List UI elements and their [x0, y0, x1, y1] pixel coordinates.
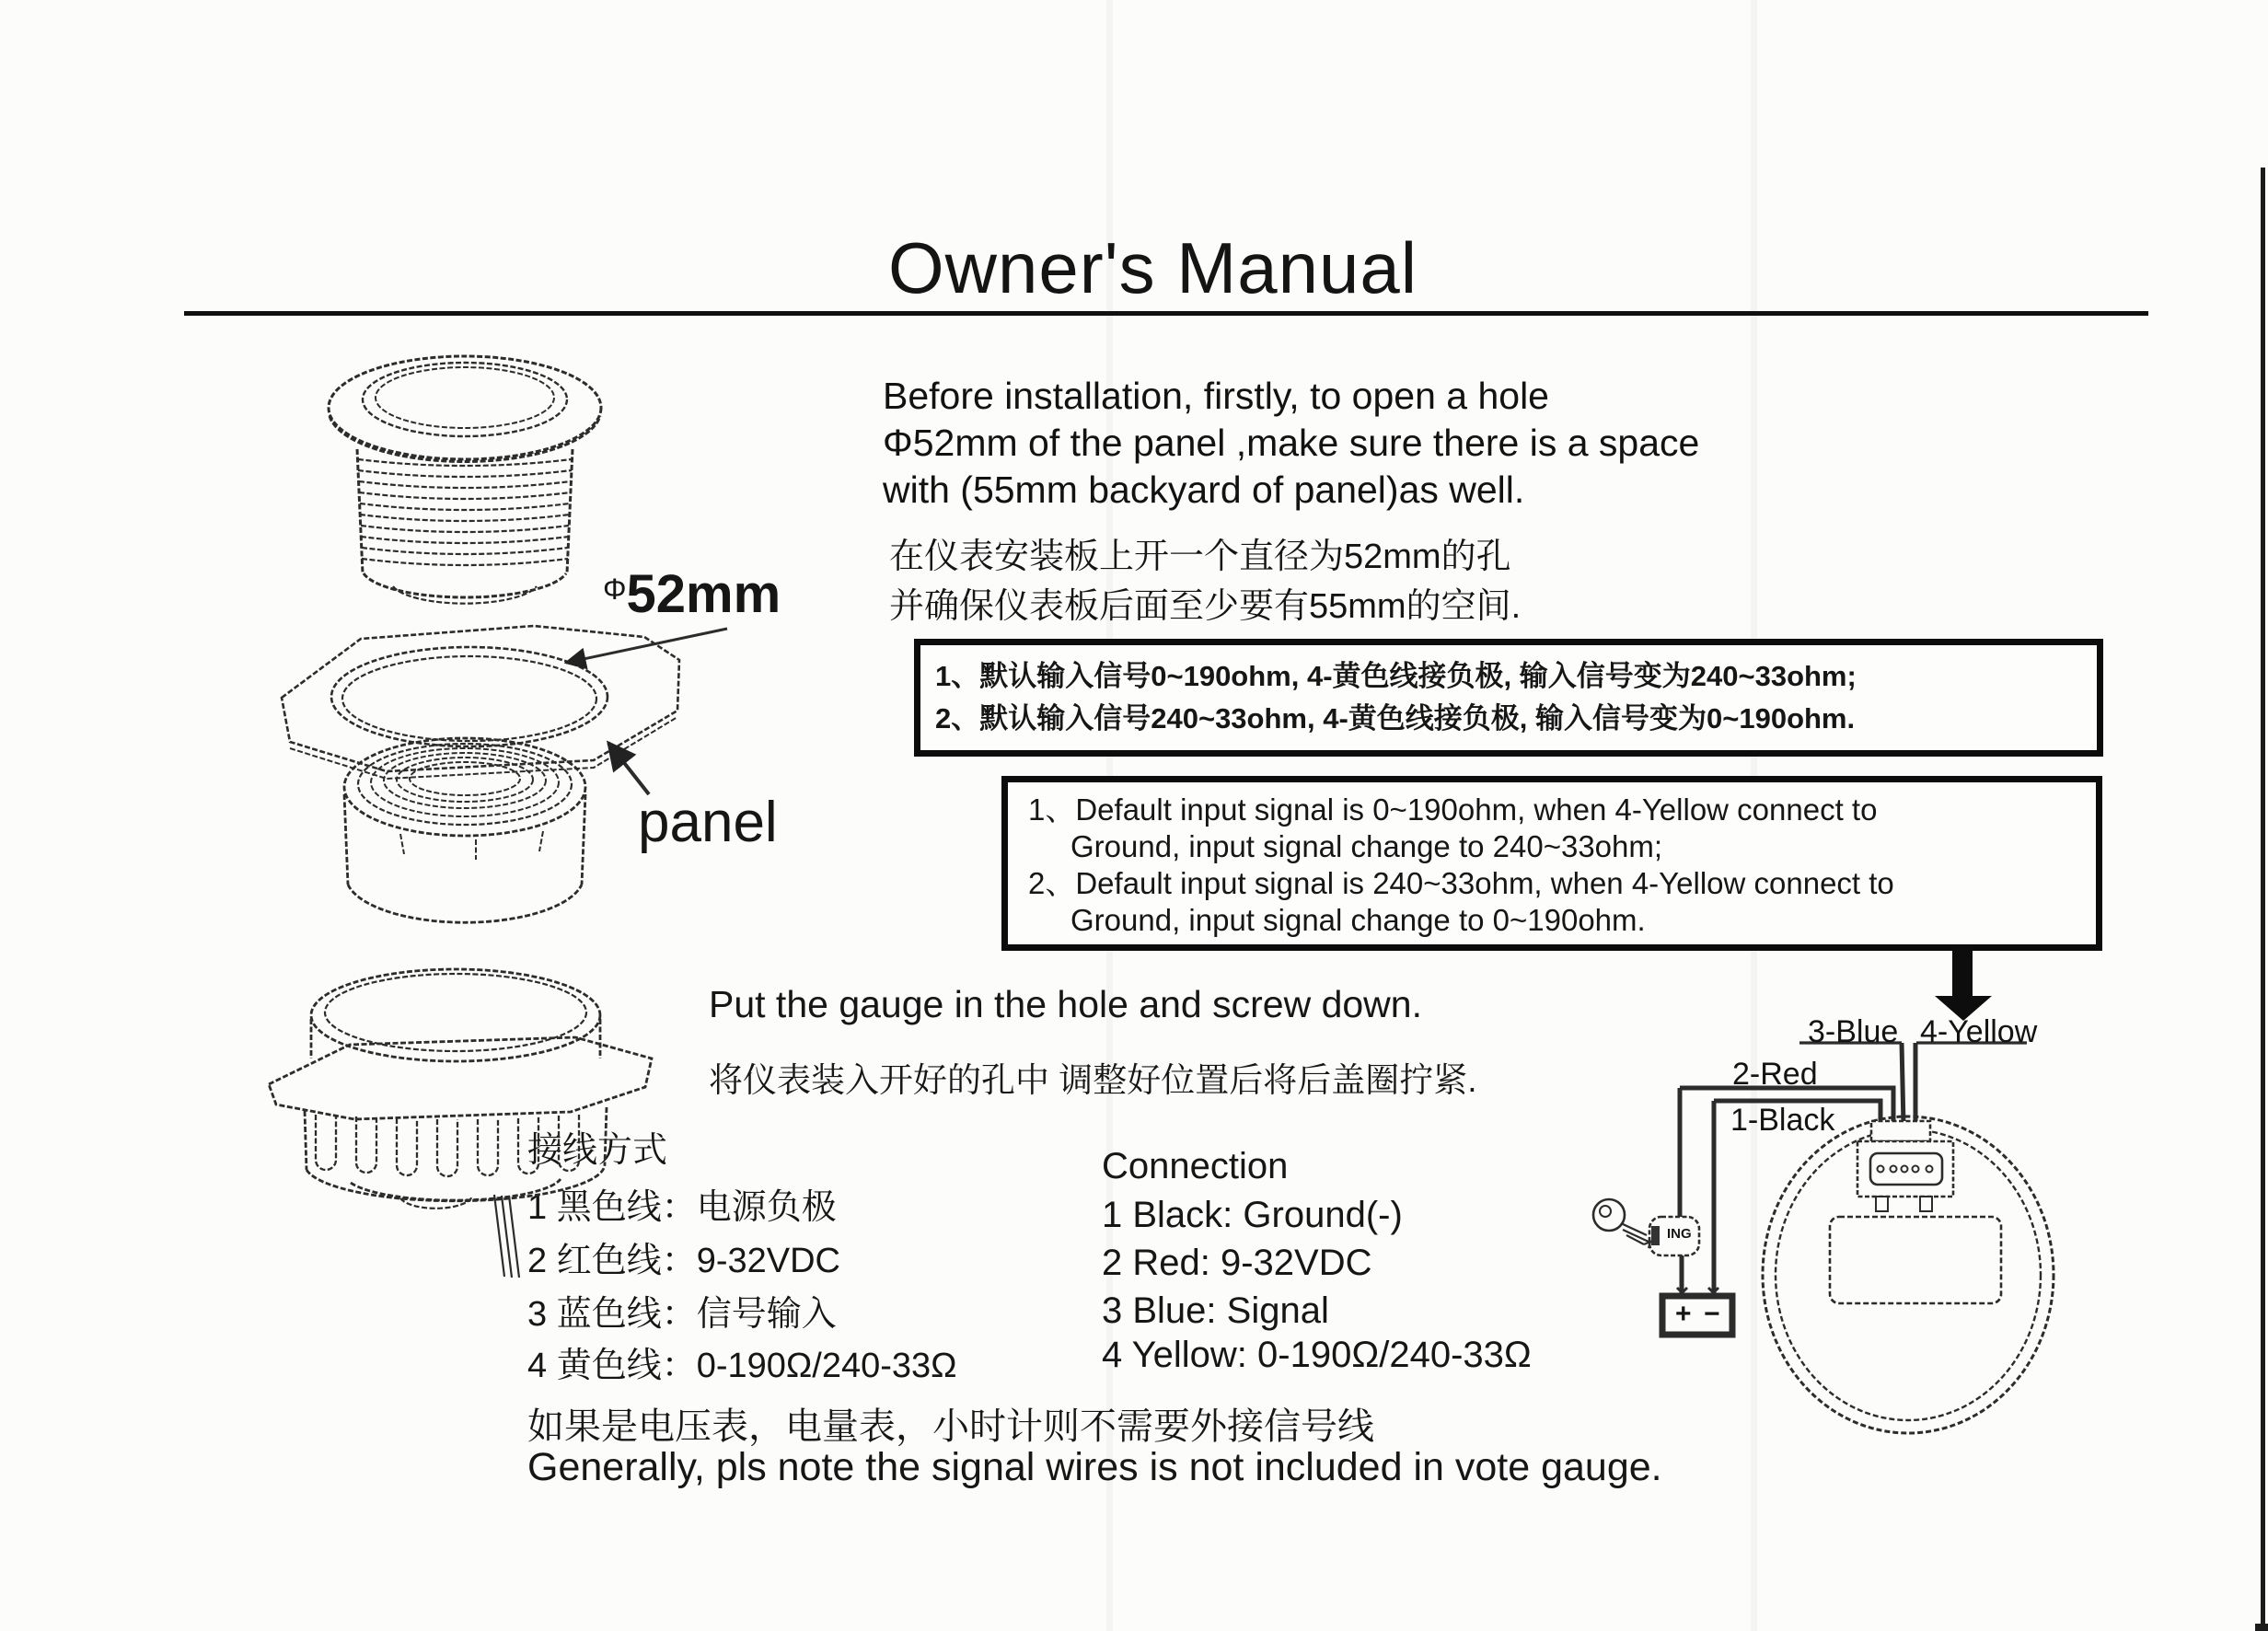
signal-cn-line: 2、默认输入信号240~33ohm, 4-黄色线接负极, 输入信号变为0~190ohm. [935, 702, 1856, 735]
wiring-en-item: 4 Yellow: 0-190Ω/240-33Ω [1102, 1335, 1532, 1375]
title-rule [184, 311, 2148, 316]
wiring-en-item: 2 Red: 9-32VDC [1102, 1243, 1372, 1283]
panel-callout-arrow [608, 743, 649, 794]
note-en: Generally, pls note the signal wires is not included in vote gauge. [527, 1445, 1662, 1489]
intro-en-line: Before installation, firstly, to open a hole [883, 375, 1549, 417]
wiring-cn-item: 3 蓝色线：信号输入 [527, 1295, 837, 1334]
intro-cn-line: 在仪表安装板上开一个直径为52mm的孔 [889, 538, 1511, 576]
signal-cn-line: 1、默认输入信号0~190ohm, 4-黄色线接负极, 输入信号变为240~33ohm; [935, 660, 1857, 692]
signal-en-line: 2、Default input signal is 240~33ohm, when 4-Yellow connect to [1028, 866, 1894, 900]
intro-en-line: with (55mm backyard of panel)as well. [883, 468, 1525, 511]
wire-label-red: 2-Red [1732, 1057, 1818, 1092]
install-instruction-en: Put the gauge in the hole and screw down. [709, 983, 1422, 1025]
gauge-connector [1857, 1121, 1953, 1211]
wiring-en-title: Connection [1102, 1146, 1289, 1186]
signal-en-line: Ground, input signal change to 240~33ohm; [1070, 829, 1663, 863]
panel-label: panel [638, 791, 778, 854]
wiring-cn-title: 接线方式 [527, 1131, 668, 1170]
intro-cn-line: 并确保仪表板后面至少要有55mm的空间. [889, 587, 1522, 626]
mounted-gauge-drawing [269, 969, 652, 1278]
key-icon [1593, 1199, 1650, 1248]
scan-edge-line [2261, 168, 2265, 1631]
scan-corner-mark [2255, 1624, 2268, 1631]
diameter-callout-arrow [566, 629, 727, 663]
wiring-en-item: 3 Blue: Signal [1102, 1290, 1329, 1331]
battery-minus-label: − [1704, 1299, 1720, 1329]
ignition-label: ING [1667, 1226, 1692, 1242]
signal-en-line: 1、Default input signal is 0~190ohm, when 4-Yellow connect to [1028, 792, 1878, 827]
note-cn: 如果是电压表，电量表，小时计则不需要外接信号线 [527, 1406, 1374, 1447]
wiring-diagram [1556, 1008, 2089, 1597]
signal-en-line: Ground, input signal change to 0~190ohm. [1070, 903, 1646, 937]
diameter-value: 52mm [626, 564, 781, 624]
gauge-body-drawing [329, 356, 601, 604]
wiring-cn-item: 2 红色线：9-32VDC [527, 1242, 840, 1280]
pointer-arrow-shaft [1952, 946, 1973, 998]
install-instruction-cn: 将仪表装入开好的孔中 调整好位置后将后盖圈拧紧. [709, 1061, 1477, 1099]
wire-label-black: 1-Black [1730, 1103, 1835, 1138]
wiring-en-item: 1 Black: Ground(-) [1102, 1195, 1403, 1235]
page-title: Owner's Manual [888, 227, 1418, 308]
battery-plus-label: + [1675, 1299, 1692, 1329]
wiring-cn-item: 1 黑色线：电源负极 [527, 1188, 837, 1227]
diameter-label [603, 563, 781, 625]
signal-note-box-en [1001, 776, 2102, 951]
wire-label-blue: 3-Blue [1808, 1014, 1899, 1049]
signal-note-box-cn [914, 639, 2103, 757]
intro-en-line: Φ52mm of the panel ,make sure there is a space [883, 422, 1700, 464]
ring-nut-drawing [344, 738, 585, 922]
battery-icon [1662, 1288, 1732, 1335]
wire-label-yellow: 4-Yellow [1920, 1014, 2038, 1049]
wiring-cn-item: 4 黄色线：0-190Ω/240-33Ω [527, 1347, 957, 1385]
gauge-back-window [1830, 1217, 2001, 1303]
diameter-symbol: Φ [603, 573, 627, 606]
